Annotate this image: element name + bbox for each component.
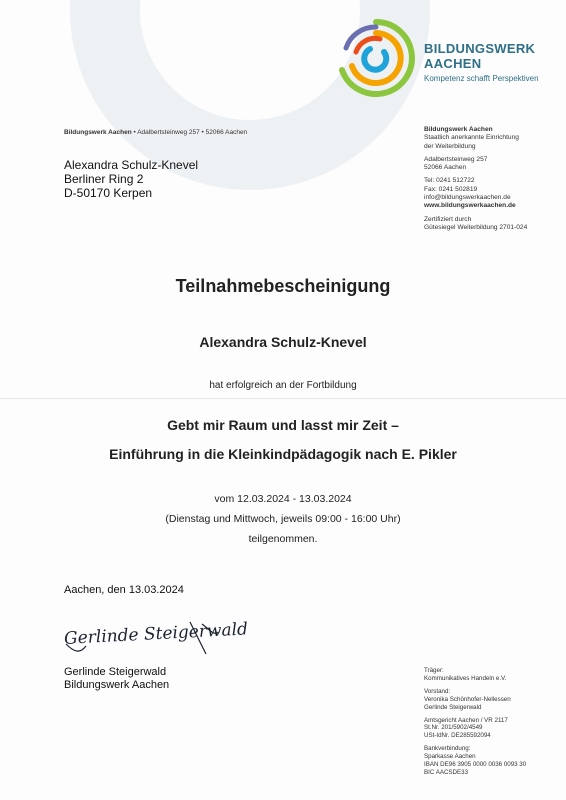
bank-name: Sparkasse Aachen <box>424 753 476 761</box>
contact-city: 52066 Aachen <box>424 164 467 172</box>
cert-line-1: Zertifiziert durch <box>424 215 472 223</box>
brand-name-line2: AACHEN <box>424 56 482 71</box>
bank-label: Bankverbindung: <box>424 745 471 753</box>
sender-address: • Adalbertsteinweg 257 • 52066 Aachen <box>131 129 248 136</box>
legal-footer <box>424 667 526 777</box>
traeger-value: Kommunikatives Handeln e.V. <box>424 674 507 682</box>
vat-id: USt-IdNr. DE285592094 <box>424 732 491 740</box>
contact-org: Bildungswerk Aachen <box>424 126 493 133</box>
bank-bic: BIC AACSDE33 <box>424 768 469 776</box>
recipient-street: Berliner Ring 2 <box>64 172 144 186</box>
signer-name: Gerlinde Steigerwald <box>64 666 167 678</box>
contact-block <box>424 126 527 232</box>
recipient-name: Alexandra Schulz-Knevel <box>64 158 199 172</box>
handwritten-signature <box>60 610 249 658</box>
tax-number: St.Nr. 201/5902/4549 <box>424 724 483 732</box>
bank-iban: IBAN DE96 3905 0000 0036 0093 30 <box>424 761 527 769</box>
contact-desc-1: Staatlich anerkannte Einrichtung <box>424 134 519 142</box>
traeger-label: Träger: <box>424 667 444 674</box>
cert-line-2: Gütesiegel Weiterbildung 2701-024 <box>424 223 528 231</box>
signer-block <box>64 666 169 692</box>
contact-web: www.bildungswerkaachen.de <box>424 202 516 210</box>
recipient-address <box>64 158 198 200</box>
recipient-city: D-50170 Kerpen <box>64 186 153 200</box>
contact-tel: Tel: 0241 512722 <box>424 177 475 185</box>
vorstand-label: Vorstand: <box>424 687 451 695</box>
outro-text: teilgenommen. <box>248 533 318 545</box>
contact-desc-2: der Weiterbildung <box>424 142 476 150</box>
brand-tagline: Kompetenz schafft Perspektiven <box>424 74 539 83</box>
signature-glyphs: Gerlinde Steigerwald <box>63 619 249 649</box>
fold-line <box>0 398 566 399</box>
signer-org: Bildungswerk Aachen <box>64 679 170 691</box>
bildungswerk-logo-icon <box>336 18 416 98</box>
court-register: Amtsgericht Aachen / VR 2117 <box>424 716 508 724</box>
contact-street: Adalbertsteinweg 257 <box>424 155 488 163</box>
course-title-line1: Gebt mir Raum und lasst mir Zeit – <box>167 417 399 433</box>
course-title-line2: Einführung in die Kleinkindpädagogik nach E. Pikler <box>109 446 457 462</box>
course-dates: vom 12.03.2024 - 13.03.2024 <box>214 493 352 505</box>
course-schedule: (Dienstag und Mittwoch, jeweils 09:00 - 16:00 Uhr) <box>165 513 401 525</box>
vorstand-member-2: Gerlinde Steigerwald <box>424 703 482 711</box>
document-title: Teilnahmebescheinigung <box>175 276 391 296</box>
sender-line <box>64 129 247 136</box>
place-date: Aachen, den 13.03.2024 <box>64 584 184 596</box>
sender-org: Bildungswerk Aachen <box>64 129 132 136</box>
vorstand-member-1: Veronika Schönhofer-Nellessen <box>424 695 511 703</box>
intro-text: hat erfolgreich an der Fortbildung <box>209 380 357 391</box>
contact-fax: Fax: 0241 502819 <box>424 185 478 193</box>
brand-name-line1: BILDUNGSWERK <box>424 41 536 56</box>
contact-email: info@bildungswerkaachen.de <box>424 194 511 202</box>
participant-name: Alexandra Schulz-Knevel <box>199 334 367 350</box>
